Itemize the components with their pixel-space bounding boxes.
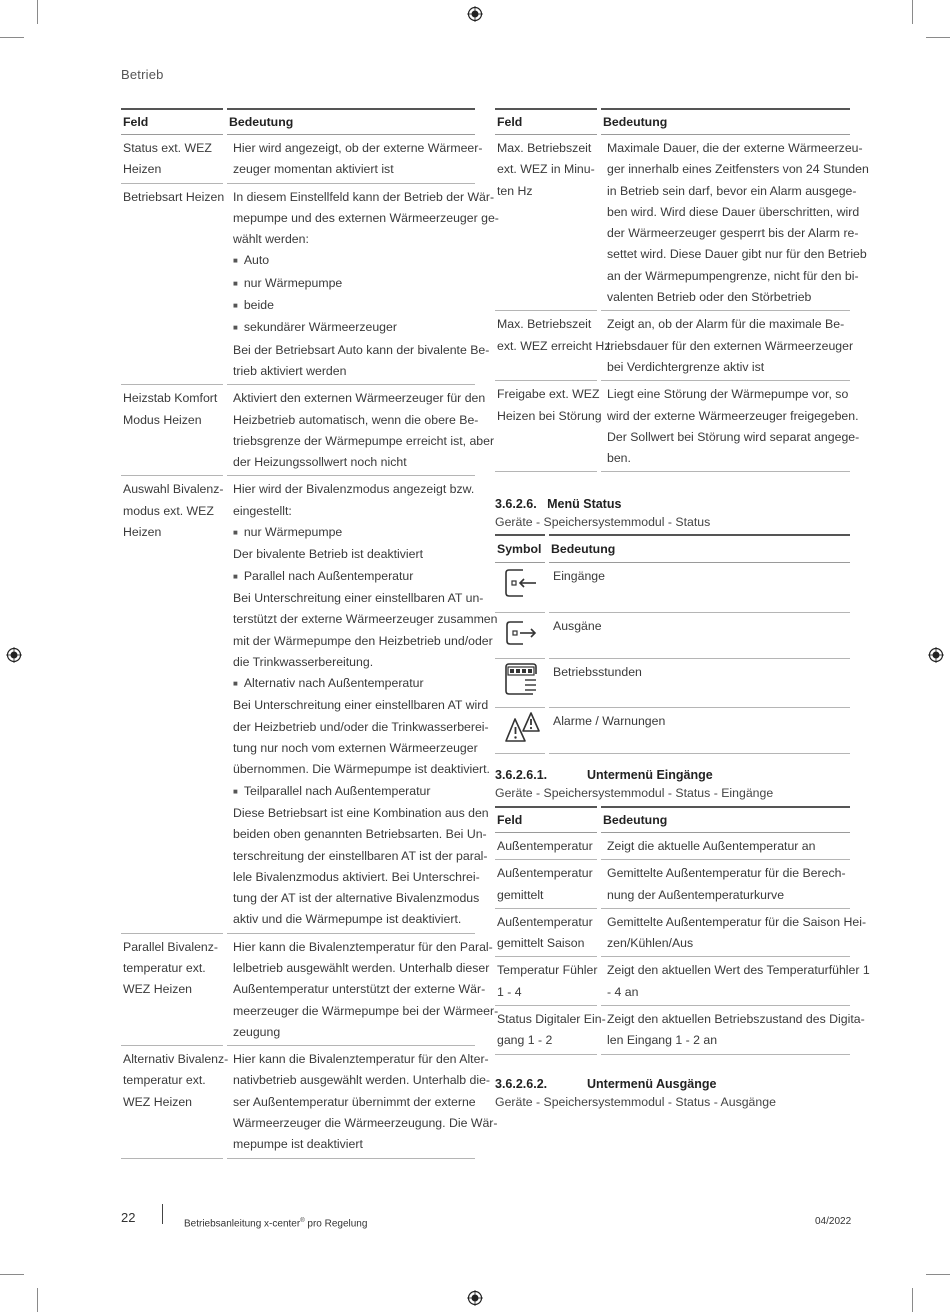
- meaning-line: mit der Wärmepumpe den Heizbetrieb und/oder: [233, 633, 493, 648]
- field-label-line: WEZ Heizen: [123, 1094, 193, 1109]
- meaning-line: tung nur noch vom externen Wärmeerzeuger: [233, 741, 478, 756]
- field-cell: [121, 183, 225, 385]
- field-label-line: modus ext. WEZ: [123, 503, 214, 518]
- field-label-line: Außentemperatur: [497, 866, 593, 881]
- field-cell: [121, 385, 225, 476]
- bullet-item: ■ nur Wärmepumpe: [233, 273, 475, 295]
- bullet-item: ■ sekundärer Wärmeerzeuger: [233, 317, 475, 339]
- field-cell: [495, 908, 599, 957]
- field-label-line: Betriebsart Heizen: [123, 189, 225, 204]
- meaning-line: nung der Außentemperaturkurve: [607, 887, 785, 902]
- operating-hours-icon: [503, 662, 539, 698]
- meaning-cell: [599, 1006, 865, 1055]
- field-label-line: gemittelt Saison: [497, 936, 585, 951]
- field-cell: [495, 957, 599, 1006]
- meaning-line: Außentemperatur unterstützt der externe Wär-: [233, 982, 486, 997]
- section-path: Geräte - Speichersystemmodul - Status: [495, 515, 711, 529]
- symbol-label-inputs: Eingänge: [553, 569, 605, 583]
- field-cell: [495, 833, 599, 860]
- inputs-field-table: [495, 806, 870, 1055]
- field-label-line: Max. Betriebszeit: [497, 141, 592, 155]
- crop-mark: [912, 0, 913, 24]
- field-label-line: Außentemperatur: [497, 839, 593, 853]
- meaning-line: lele Bivalenzmodus aktiviert. Bei Unterschrei-: [233, 869, 480, 884]
- table-row: [121, 385, 475, 476]
- table-row: [121, 1046, 475, 1158]
- section-path: Geräte - Speichersystemmodul - Status - Eingänge: [495, 786, 774, 800]
- footer-divider: [162, 1204, 163, 1224]
- field-label-line: temperatur ext.: [123, 1073, 206, 1088]
- meaning-line: Zeigt den aktuellen Wert des Temperaturfühler 1: [607, 963, 870, 978]
- section-number: 3.6.2.6.1.: [495, 768, 548, 782]
- table-row: [495, 311, 850, 381]
- field-label-line: temperatur ext.: [123, 960, 206, 975]
- meaning-line: Hier kann die Bivalenztemperatur für den Alter-: [233, 1052, 489, 1067]
- field-label-line: Parallel Bivalenz-: [123, 939, 219, 954]
- meaning-line: Gemittelte Außentemperatur für die Saison Hei-: [607, 914, 867, 929]
- crop-mark: [0, 37, 24, 38]
- field-cell: [495, 1006, 606, 1055]
- field-label-line: Heizen: [123, 162, 162, 177]
- symbol-label-outputs: Ausgäne: [553, 619, 602, 633]
- column-header-field: Feld: [495, 807, 599, 833]
- section-title: Untermenü Eingänge: [587, 768, 713, 782]
- meaning-cell: [225, 933, 499, 1045]
- field-label-line: gang 1 - 2: [497, 1033, 553, 1048]
- meaning-line: tung der AT ist der alternative Bivalenzmodus: [233, 891, 480, 906]
- meaning-cell: [225, 385, 495, 476]
- meaning-line: Diese Betriebsart ist eine Kombination aus den: [233, 805, 489, 820]
- registration-mark-icon: [467, 6, 483, 22]
- meaning-line: Zeigt den aktuellen Betriebszustand des Digita-: [607, 1012, 865, 1027]
- symbol-row: [495, 659, 850, 707]
- field-cell: [495, 381, 602, 472]
- field-cell: [121, 476, 225, 933]
- table-row: [121, 933, 475, 1045]
- meaning-line: nativbetrieb ausgewählt werden. Unterhalb die-: [233, 1073, 491, 1088]
- field-label-line: Max. Betriebszeit: [497, 317, 592, 332]
- meaning-line: eingestellt:: [233, 503, 292, 518]
- symbol-label-operating-hours: Betriebsstunden: [553, 665, 642, 680]
- symbol-row: [495, 563, 850, 613]
- field-label-line: Temperatur Fühler: [497, 963, 598, 978]
- output-icon: [503, 616, 539, 650]
- symbol-row: [495, 707, 850, 753]
- field-label-line: ext. WEZ in Minu-: [497, 162, 595, 177]
- bullet-item: ■ Teilparallel nach Außentemperatur: [233, 781, 475, 803]
- footer-date: 04/2022: [815, 1216, 852, 1227]
- meaning-line: zen/Kühlen/Aus: [607, 936, 694, 951]
- field-label-line: Status ext. WEZ: [123, 141, 212, 155]
- meaning-cell: [225, 135, 483, 184]
- meaning-line: wird der externe Wärmeerzeuger freigegeben.: [607, 408, 859, 423]
- table-row: [495, 860, 850, 909]
- meaning-line: len Eingang 1 - 2 an: [607, 1033, 718, 1048]
- section-path: Geräte - Speichersystemmodul - Status - Ausgänge: [495, 1095, 776, 1109]
- meaning-line: der Heizbetrieb und/oder die Trinkwasserberei-: [233, 719, 489, 734]
- meaning-cell: [225, 183, 499, 385]
- column-header-meaning: Bedeutung: [547, 535, 850, 563]
- meaning-line: trieb aktiviert werden: [233, 363, 347, 378]
- meaning-line: Zeigt an, ob der Alarm für die maximale Be-: [607, 317, 845, 332]
- meaning-line: Bei Unterschreitung einer einstellbaren AT wird: [233, 698, 489, 713]
- meaning-line: triebsdauer für den externen Wärmeerzeuger: [607, 338, 854, 353]
- column-header-meaning: Bedeutung: [599, 807, 850, 833]
- field-label-line: Auswahl Bivalenz-: [123, 482, 224, 497]
- meaning-line: zeugung: [233, 1024, 281, 1039]
- symbol-row: [495, 613, 850, 659]
- field-cell: [121, 933, 225, 1045]
- registration-mark-icon: [6, 647, 22, 663]
- column-header-field: Feld: [495, 109, 599, 135]
- meaning-cell: [599, 833, 850, 860]
- meaning-line: In diesem Einstellfeld kann der Betrieb der Wär-: [233, 189, 495, 204]
- alarm-warning-icon: [503, 711, 543, 745]
- field-label-line: gemittelt: [497, 887, 544, 902]
- table-row: [495, 1006, 850, 1055]
- field-label-line: Heizen bei Störung: [497, 408, 602, 423]
- meaning-line: Heizbetrieb automatisch, wenn die obere Be-: [233, 412, 479, 427]
- meaning-line: meerzeuger die Wärmepumpe bei der Wärmeer-: [233, 1003, 499, 1018]
- meaning-line: settet wird. Diese Dauer gibt nur für den Betrieb: [607, 247, 867, 262]
- meaning-cell: [225, 1046, 498, 1158]
- meaning-cell: [599, 908, 867, 957]
- meaning-line: Gemittelte Außentemperatur für die Berech-: [607, 866, 846, 881]
- field-meaning-table-left: [121, 108, 499, 1159]
- bullet-item: ■ Alternativ nach Außentemperatur: [233, 673, 475, 695]
- meaning-line: triebsgrenze der Wärmepumpe erreicht ist, aber: [233, 433, 495, 448]
- meaning-line: Bei der Betriebsart Auto kann der bivalente Be-: [233, 342, 490, 357]
- meaning-line: lelbetrieb ausgewählt werden. Unterhalb dieser: [233, 960, 490, 975]
- field-label-line: Modus Heizen: [123, 412, 202, 427]
- field-meaning-table-right: [495, 108, 869, 472]
- meaning-line: ger innerhalb eines Zeitfensters von 24 Stunden: [607, 162, 869, 177]
- field-label-line: ext. WEZ erreicht Hz: [497, 338, 611, 353]
- field-cell: [495, 311, 611, 381]
- field-label-line: Außentemperatur: [497, 914, 593, 929]
- meaning-line: Wärmeerzeuger die Wärmeerzeugung. Die Wär-: [233, 1116, 498, 1131]
- field-label-line: WEZ Heizen: [123, 982, 193, 997]
- column-header-symbol: Symbol: [495, 535, 547, 563]
- meaning-line: beiden oben genannten Betriebsarten. Bei Un-: [233, 827, 487, 842]
- crop-mark: [926, 37, 950, 38]
- meaning-cell: [599, 135, 869, 311]
- meaning-cell: [599, 860, 850, 909]
- meaning-line: wählt werden:: [233, 232, 309, 247]
- meaning-line: terstützt der externe Wärmeerzeuger zusammen: [233, 612, 498, 627]
- crop-mark: [912, 1288, 913, 1312]
- meaning-cell: [599, 311, 854, 381]
- bullet-item: ■ Parallel nach Außentemperatur: [233, 566, 475, 588]
- page-number: 22: [121, 1210, 136, 1225]
- table-row: [495, 957, 850, 1006]
- meaning-line: Maximale Dauer, die der externe Wärmeerzeu-: [607, 141, 863, 155]
- field-cell: [495, 860, 599, 909]
- section-number: 3.6.2.6.2.: [495, 1077, 548, 1091]
- meaning-line: Aktiviert den externen Wärmeerzeuger für den: [233, 391, 486, 406]
- field-cell: [121, 1046, 229, 1158]
- crop-mark: [0, 1274, 24, 1275]
- meaning-line: Hier kann die Bivalenztemperatur für den Paral-: [233, 939, 493, 954]
- table-row: [495, 381, 850, 472]
- meaning-line: mepumpe und des externen Wärmeerzeuger ge-: [233, 210, 499, 225]
- field-label-line: 1 - 4: [497, 984, 522, 999]
- crop-mark: [37, 1288, 38, 1312]
- meaning-line: - 4 an: [607, 984, 639, 999]
- field-label-line: Status Digitaler Ein-: [497, 1012, 606, 1027]
- crop-mark: [926, 1274, 950, 1275]
- meaning-line: zeuger momentan aktiviert ist: [233, 162, 394, 177]
- meaning-line: Zeigt die aktuelle Außentemperatur an: [607, 839, 816, 853]
- meaning-line: ben.: [607, 451, 631, 466]
- column-header-field: Feld: [121, 109, 225, 135]
- table-row: [121, 135, 475, 184]
- registration-mark-icon: [467, 1290, 483, 1306]
- column-header-meaning: Bedeutung: [599, 109, 850, 135]
- field-label-line: Freigabe ext. WEZ: [497, 387, 600, 402]
- meaning-line: aktiv und die Wärmepumpe ist deaktiviert.: [233, 912, 462, 927]
- meaning-line: Liegt eine Störung der Wärmepumpe vor, so: [607, 387, 849, 402]
- meaning-line: bei Verdichtergrenze aktiv ist: [607, 359, 765, 374]
- field-label-line: Heizstab Komfort: [123, 391, 218, 406]
- meaning-line: ben wird. Wird diese Dauer überschritten, wird: [607, 204, 860, 219]
- meaning-line: der Wärmeerzeuger gesperrt bis der Alarm re-: [607, 226, 859, 241]
- section-number: 3.6.2.6.: [495, 497, 537, 511]
- meaning-line: Hier wird angezeigt, ob der externe Wärmeer-: [233, 141, 483, 155]
- meaning-line: Bei Unterschreitung einer einstellbaren AT un-: [233, 590, 484, 605]
- meaning-line: übernommen. Die Wärmepumpe ist deaktiviert.: [233, 762, 490, 777]
- meaning-cell: [225, 476, 498, 933]
- column-header-meaning: Bedeutung: [225, 109, 475, 135]
- table-row: [495, 135, 850, 311]
- field-label-line: Heizen: [123, 525, 162, 540]
- table-row: [121, 476, 475, 933]
- crop-mark: [37, 0, 38, 24]
- meaning-line: valenten Betrieb oder den Störbetrieb: [607, 290, 812, 305]
- bullet-item: ■ nur Wärmepumpe: [233, 522, 475, 544]
- field-cell: [495, 135, 599, 311]
- bullet-item: ■ beide: [233, 295, 475, 317]
- table-row: [495, 833, 850, 860]
- meaning-line: Der Sollwert bei Störung wird separat angege-: [607, 429, 860, 444]
- meaning-line: Der bivalente Betrieb ist deaktiviert: [233, 547, 424, 562]
- field-cell: [121, 135, 225, 184]
- table-row: [495, 908, 850, 957]
- bullet-item: ■ Auto: [233, 250, 475, 272]
- table-row: [121, 183, 475, 385]
- registration-mark-icon: [928, 647, 944, 663]
- meaning-cell: [599, 957, 870, 1006]
- symbol-table: [495, 534, 850, 754]
- footer-manual-title: Betriebsanleitung x-center® pro Regelung: [184, 1218, 368, 1230]
- section-title: Menü Status: [547, 497, 622, 511]
- meaning-cell: [599, 381, 860, 472]
- meaning-line: in Betrieb sein darf, bevor ein Alarm ausgege-: [607, 183, 857, 198]
- meaning-line: der Heizungssollwert noch nicht: [233, 455, 407, 470]
- page-header-title: Betrieb: [121, 67, 164, 82]
- meaning-line: terschreitung der einstellbaren AT ist der paral-: [233, 848, 488, 863]
- meaning-line: mepumpe ist deaktiviert: [233, 1137, 363, 1152]
- meaning-line: an der Wärmepumpengrenze, nicht für den bi-: [607, 268, 859, 283]
- field-label-line: ten Hz: [497, 183, 533, 198]
- meaning-line: Hier wird der Bivalenzmodus angezeigt bzw.: [233, 482, 475, 497]
- meaning-line: ser Außentemperatur übernimmt der externe: [233, 1094, 476, 1109]
- section-title: Untermenü Ausgänge: [587, 1077, 717, 1091]
- symbol-label-alarms: Alarme / Warnungen: [553, 713, 666, 728]
- meaning-line: die Trinkwasserbereitung.: [233, 654, 374, 669]
- field-label-line: Alternativ Bivalenz-: [123, 1052, 229, 1067]
- input-icon: [503, 566, 539, 600]
